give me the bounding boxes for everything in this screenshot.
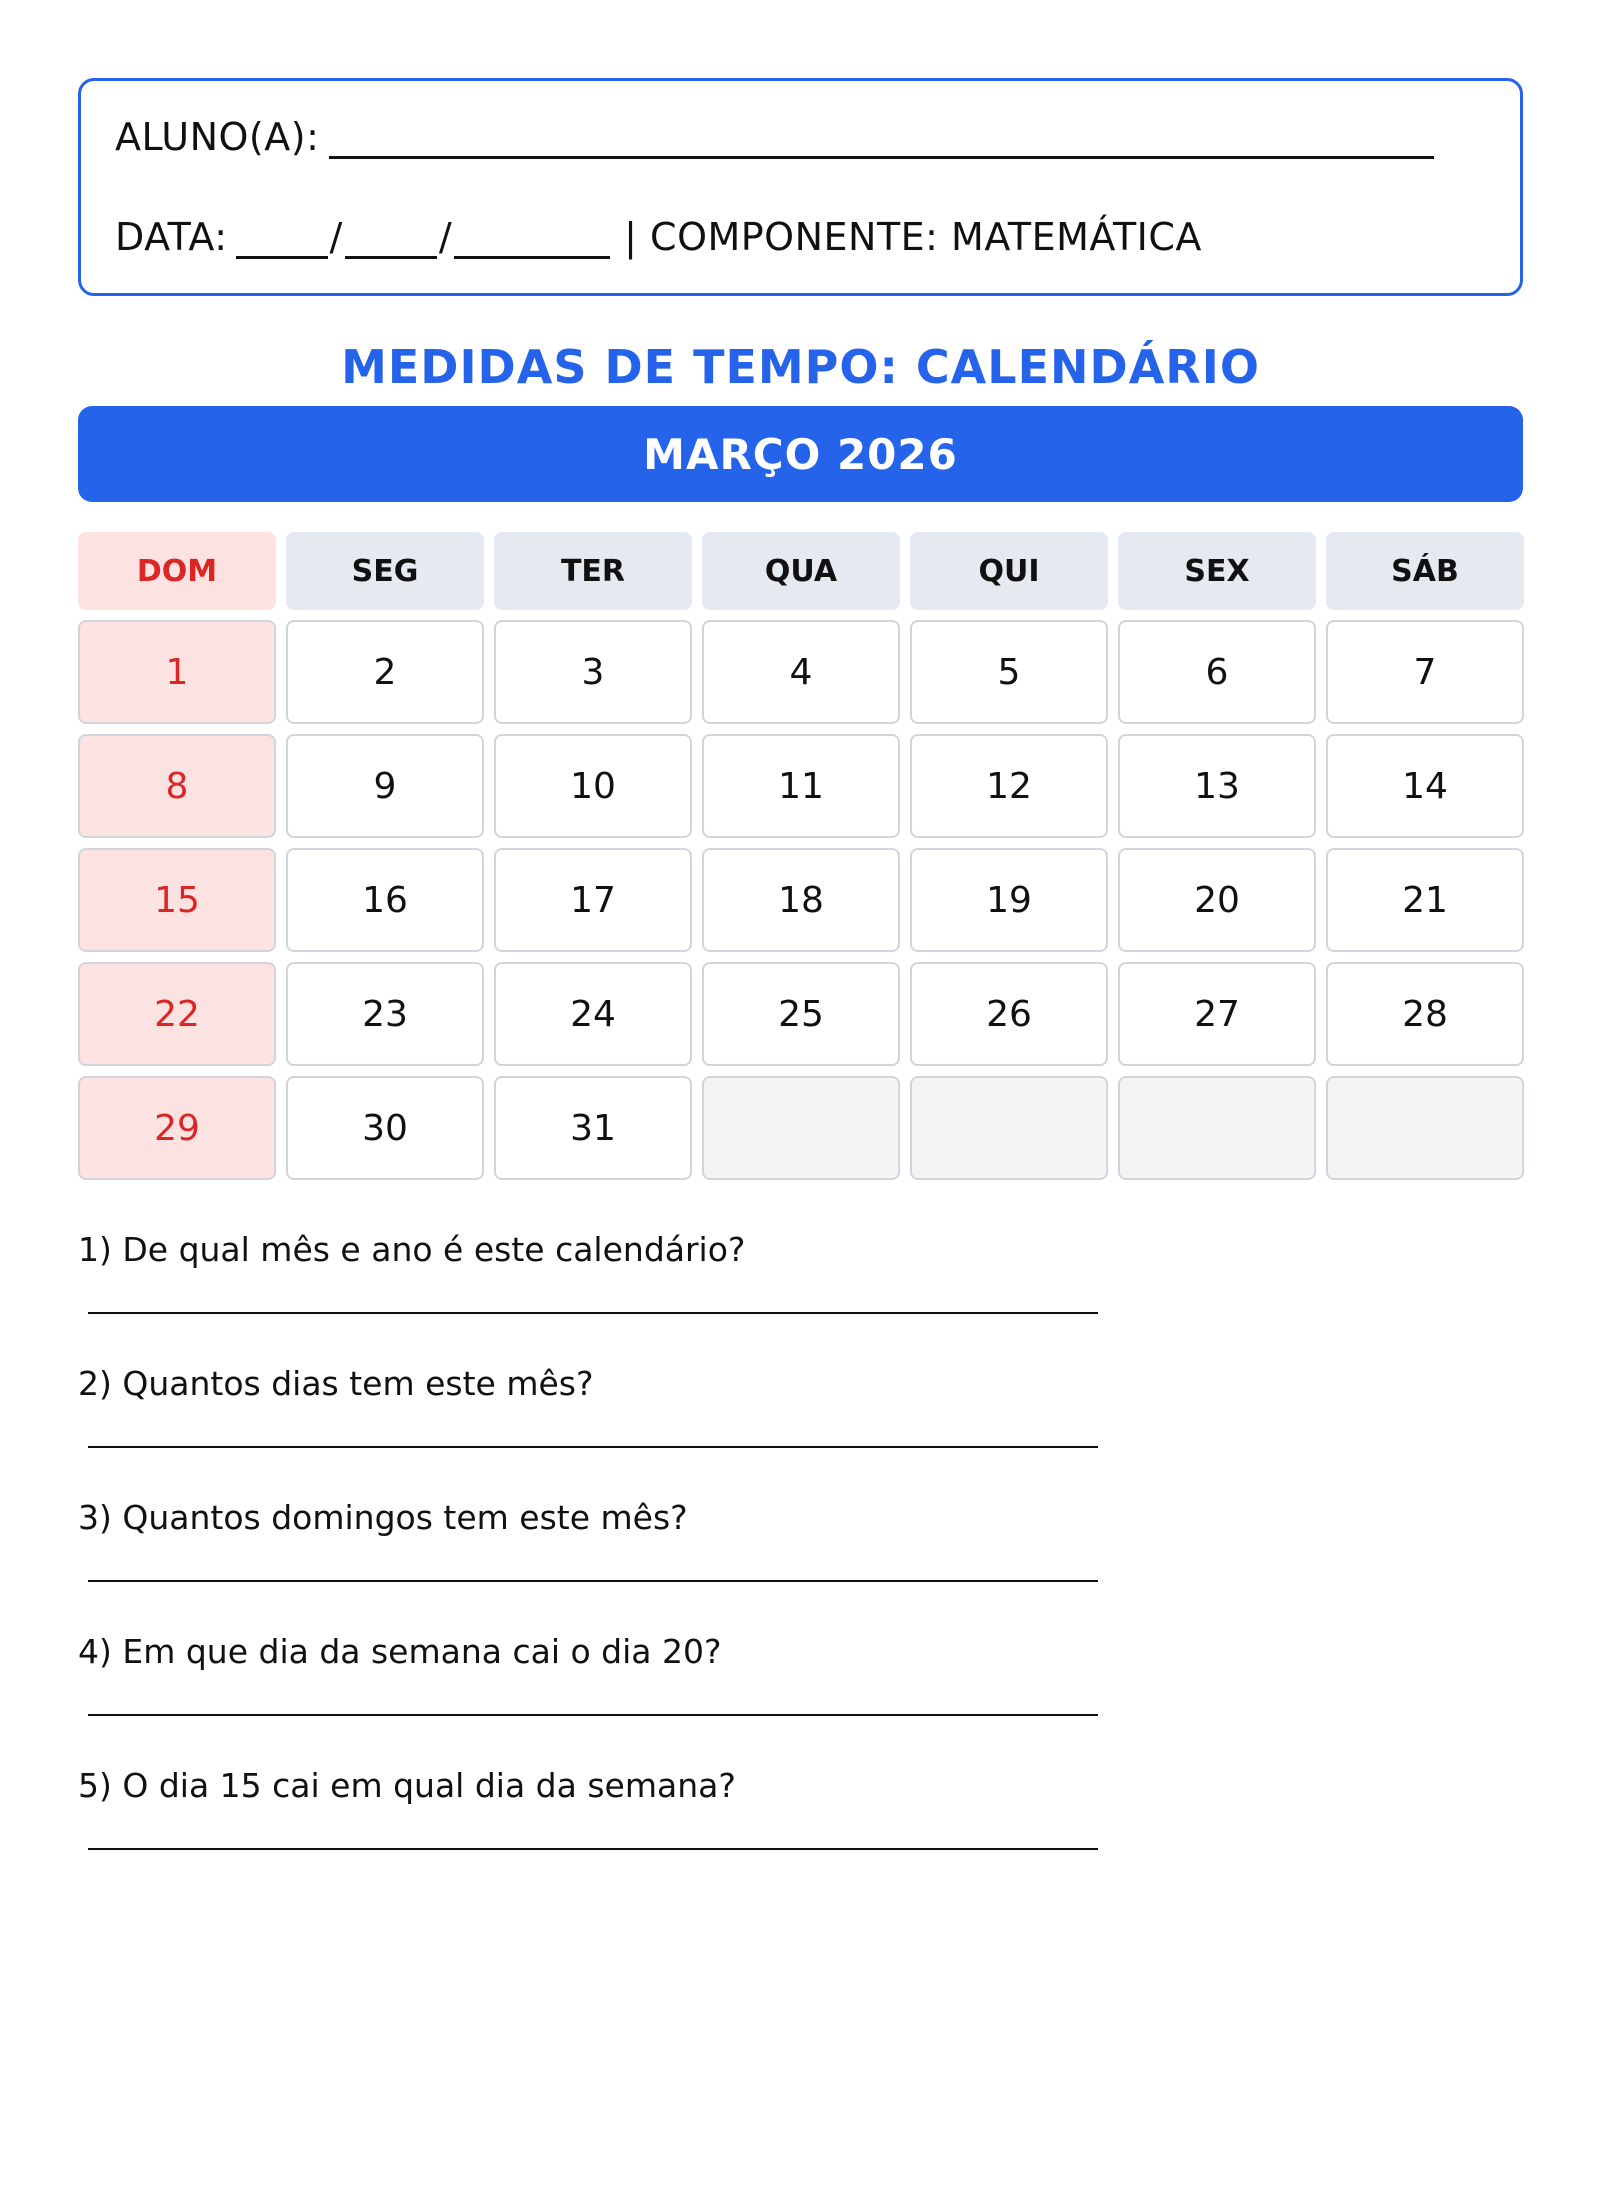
calendar-day-cell: 12: [910, 734, 1108, 838]
question-item: [78, 1230, 1523, 1364]
date-slash: /: [438, 215, 453, 259]
calendar-day-cell: 15: [78, 848, 276, 952]
calendar-day-cell: 25: [702, 962, 900, 1066]
question-item: [78, 1632, 1523, 1766]
calendar-day-cell: 13: [1118, 734, 1316, 838]
student-name-row: [115, 115, 1434, 159]
calendar-day-cell: 9: [286, 734, 484, 838]
answer-line[interactable]: [88, 1848, 1098, 1850]
weekday-header: SÁB: [1326, 532, 1524, 610]
date-day-blank[interactable]: [236, 222, 328, 259]
calendar-day-cell: 20: [1118, 848, 1316, 952]
worksheet-page: [78, 78, 1523, 1900]
calendar-empty-cell: [1118, 1076, 1316, 1180]
date-label: DATA:: [115, 215, 228, 259]
date-slash: /: [329, 215, 343, 259]
student-info-box: [78, 78, 1523, 296]
calendar-day-cell: 23: [286, 962, 484, 1066]
calendar-day-cell: 1: [78, 620, 276, 724]
calendar-day-cell: 22: [78, 962, 276, 1066]
student-name-label: ALUNO(A):: [115, 115, 320, 159]
calendar-grid: [78, 532, 1523, 1190]
question-text: 1) De qual mês e ano é este calendário?: [78, 1230, 746, 1269]
calendar-day-cell: 18: [702, 848, 900, 952]
calendar-day-cell: 11: [702, 734, 900, 838]
calendar-day-cell: 21: [1326, 848, 1524, 952]
weekday-header: QUA: [702, 532, 900, 610]
calendar-empty-cell: [910, 1076, 1108, 1180]
answer-line[interactable]: [88, 1714, 1098, 1716]
question-text: 5) O dia 15 cai em qual dia da semana?: [78, 1766, 736, 1805]
calendar-day-cell: 29: [78, 1076, 276, 1180]
calendar-month-banner: MARÇO 2026: [78, 406, 1523, 502]
calendar-day-cell: 28: [1326, 962, 1524, 1066]
question-text: 3) Quantos domingos tem este mês?: [78, 1498, 688, 1537]
calendar-day-cell: 30: [286, 1076, 484, 1180]
date-month-blank[interactable]: [345, 222, 437, 259]
calendar-day-cell: 17: [494, 848, 692, 952]
calendar-day-cell: 7: [1326, 620, 1524, 724]
date-year-blank[interactable]: [454, 222, 610, 259]
question-text: 4) Em que dia da semana cai o dia 20?: [78, 1632, 722, 1671]
question-item: [78, 1498, 1523, 1632]
calendar-day-cell: 31: [494, 1076, 692, 1180]
worksheet-title: MEDIDAS DE TEMPO: CALENDÁRIO: [341, 340, 1260, 394]
answer-line[interactable]: [88, 1446, 1098, 1448]
calendar-day-cell: 6: [1118, 620, 1316, 724]
calendar-day-cell: 3: [494, 620, 692, 724]
weekday-header: QUI: [910, 532, 1108, 610]
calendar-day-cell: 4: [702, 620, 900, 724]
calendar-empty-cell: [1326, 1076, 1524, 1180]
weekday-header: SEX: [1118, 532, 1316, 610]
calendar-day-cell: 8: [78, 734, 276, 838]
subject-label: | COMPONENTE: MATEMÁTICA: [624, 215, 1202, 259]
calendar-day-cell: 10: [494, 734, 692, 838]
calendar-day-cell: 14: [1326, 734, 1524, 838]
answer-line[interactable]: [88, 1312, 1098, 1314]
weekday-header: DOM: [78, 532, 276, 610]
weekday-header: SEG: [286, 532, 484, 610]
calendar-day-cell: 19: [910, 848, 1108, 952]
questions-list: [78, 1230, 1523, 1900]
calendar-day-cell: 16: [286, 848, 484, 952]
calendar-day-cell: 2: [286, 620, 484, 724]
calendar-empty-cell: [702, 1076, 900, 1180]
answer-line[interactable]: [88, 1580, 1098, 1582]
calendar-day-cell: 27: [1118, 962, 1316, 1066]
weekday-header: TER: [494, 532, 692, 610]
student-name-blank[interactable]: [329, 122, 1434, 159]
calendar-day-cell: 24: [494, 962, 692, 1066]
date-row: [115, 215, 1202, 259]
question-item: [78, 1364, 1523, 1498]
question-text: 2) Quantos dias tem este mês?: [78, 1364, 594, 1403]
calendar-day-cell: 26: [910, 962, 1108, 1066]
question-item: [78, 1766, 1523, 1900]
calendar-day-cell: 5: [910, 620, 1108, 724]
